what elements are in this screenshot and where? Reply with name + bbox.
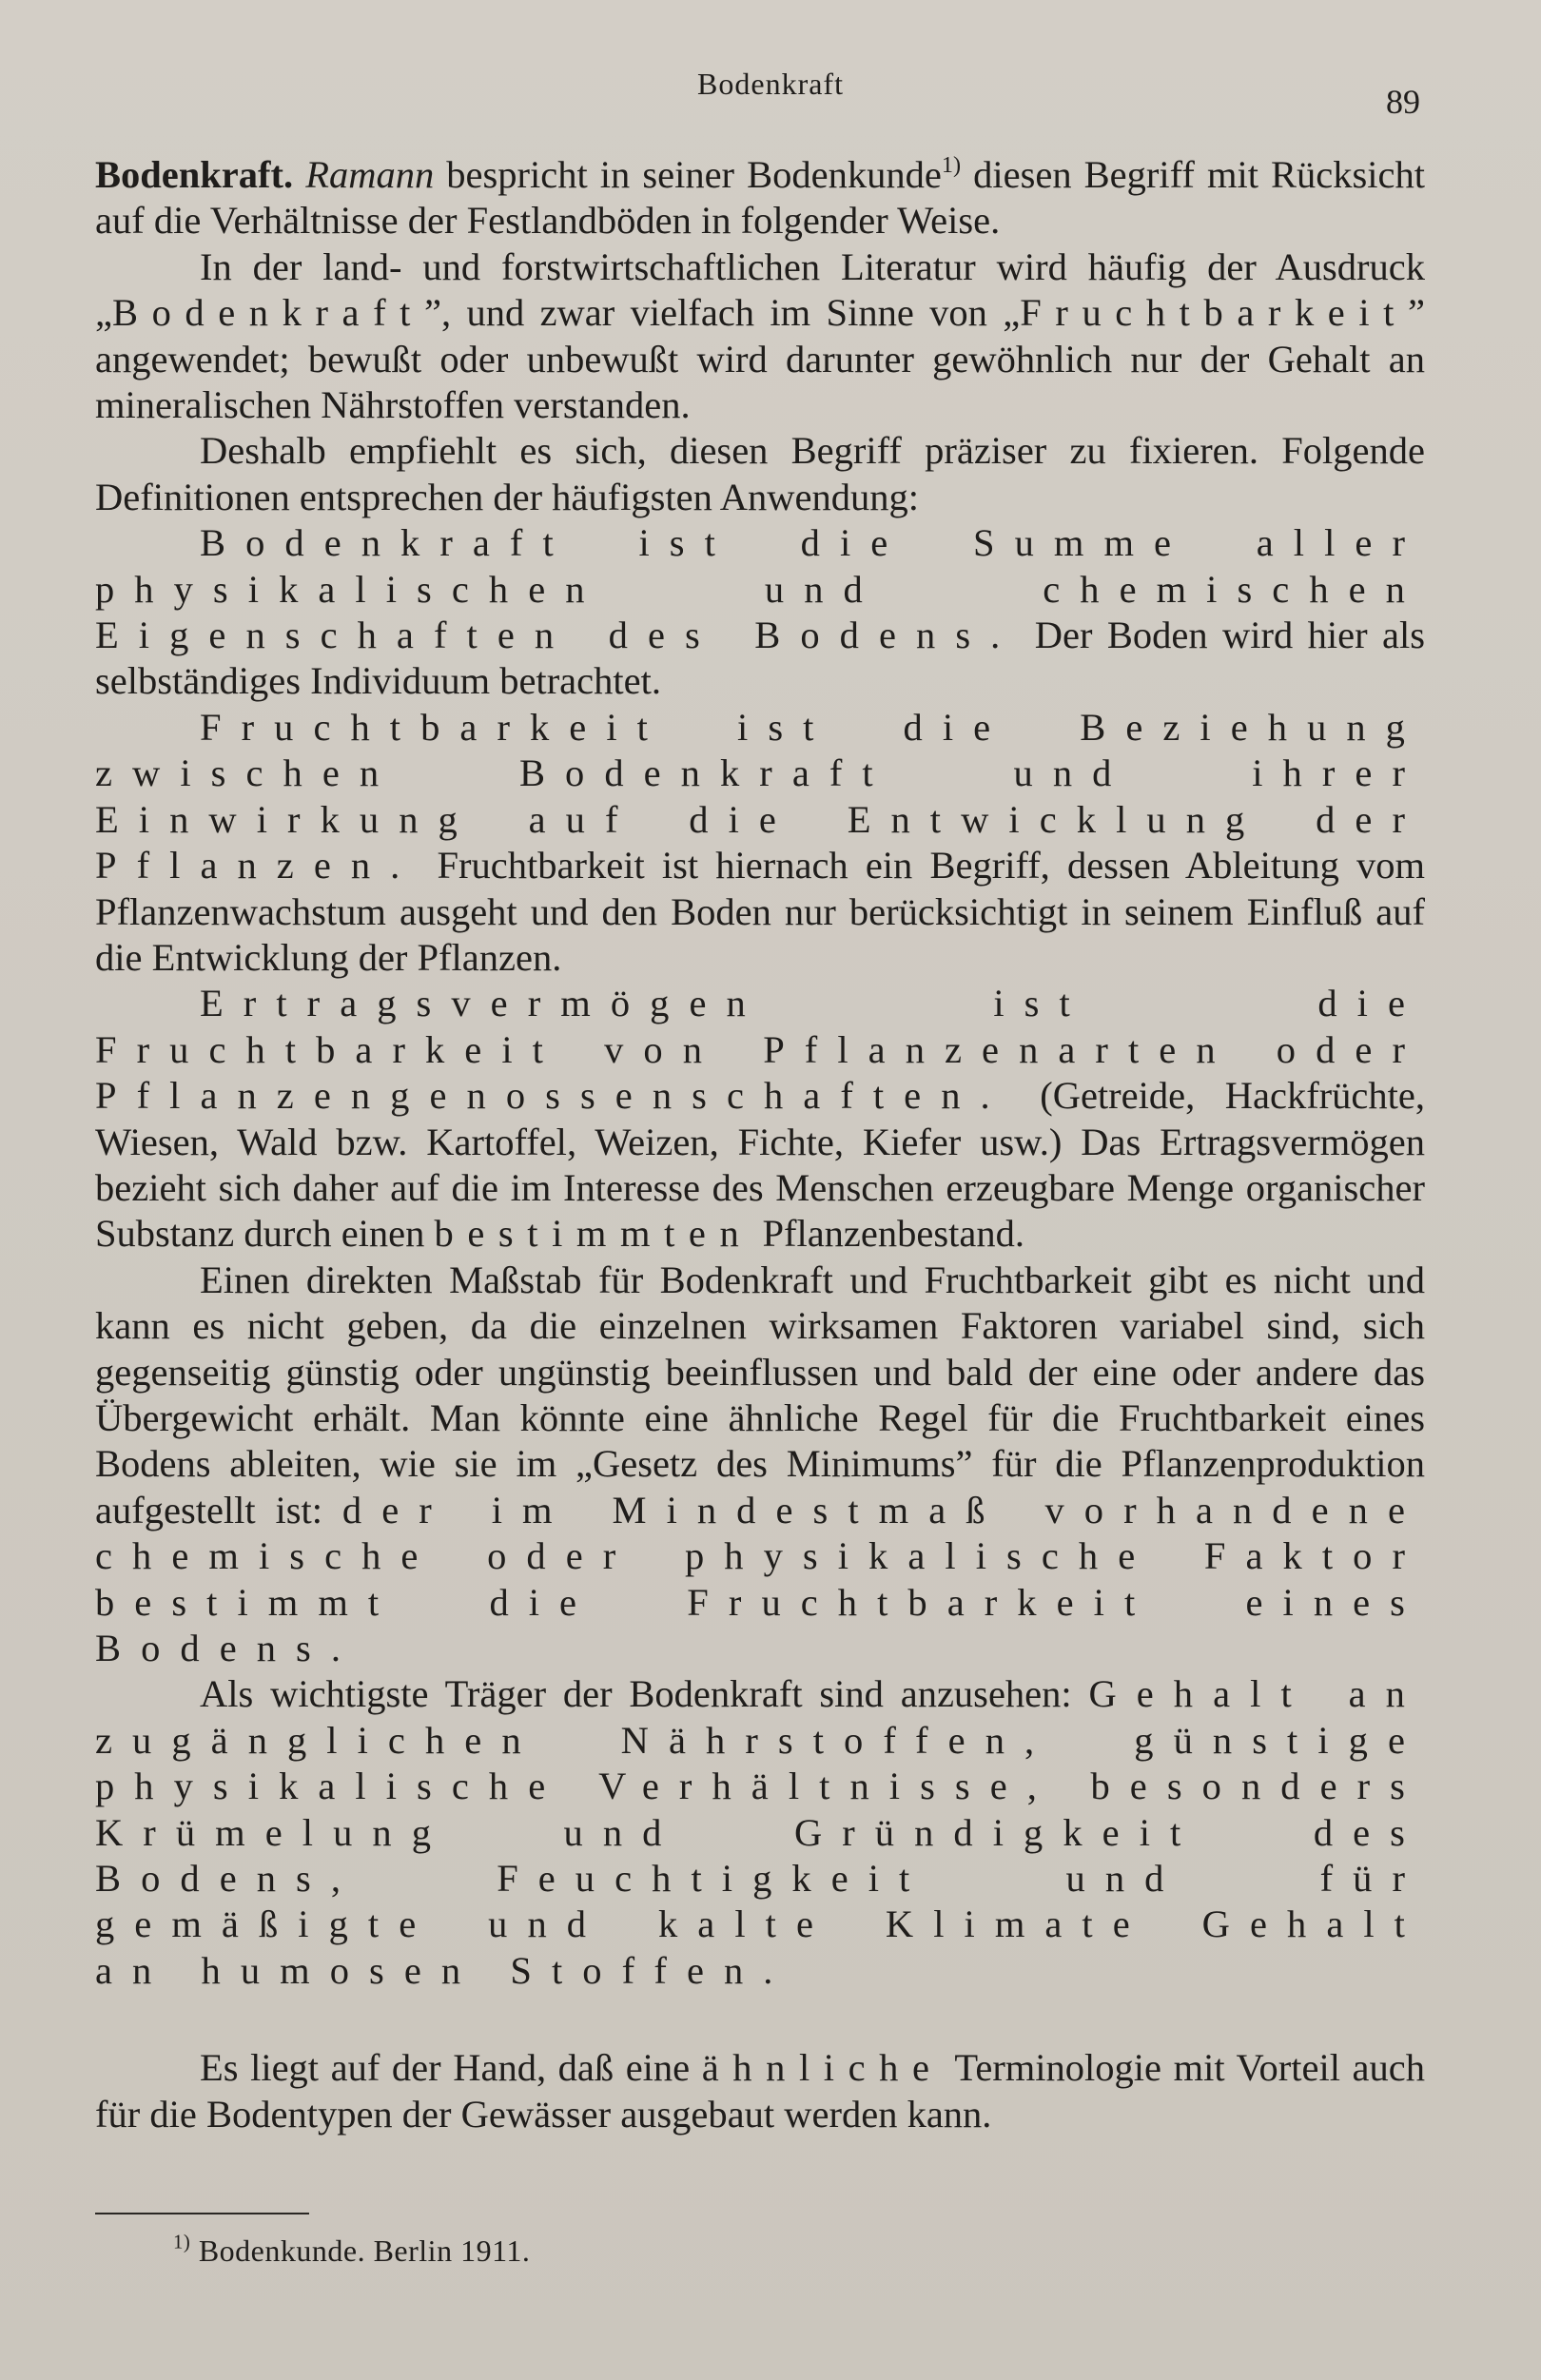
spaced-definition: Bodenkraft ist die Summe aller physikalischen und chemischen Eigenschaften des Bodens. (95, 521, 1425, 657)
spaced-term: Fruchtbarkeit (1020, 291, 1409, 335)
entry-term: Bodenkraft. (95, 153, 294, 196)
paragraph-definition-fruchtbarkeit (95, 705, 1425, 981)
spaced-definition: der im Mindestmaß vorhandene chemische oder physikalische Faktor bestimmt die Fruchtbarkeit eines Bodens. (95, 1488, 1425, 1669)
spaced-term: ähnliche (701, 2046, 944, 2090)
paragraph-text: Der Boden wird hier als selbständiges Individuum betrachtet. (95, 614, 1425, 703)
paragraph-text: Terminologie mit Vorteil auch für die Bodentypen der Gewässer ausgebaut werden kann. (95, 2046, 1425, 2136)
footnote-marker: 1) (173, 2231, 191, 2253)
paragraph-text: Fruchtbarkeit ist hiernach ein Begriff, dessen Ableitung vom Pflanzenwachstum ausgeht und den Boden nur berücksichtigt in seinem Einfluß auf die Entwicklung der Pflanzen. (95, 844, 1425, 979)
paragraph-text: Es liegt auf der Hand, daß eine (200, 2046, 702, 2090)
paragraph-text: diesen Begriff mit Rücksicht auf die Verhältnisse der Festlandböden in folgender Weise. (95, 153, 1425, 243)
paragraph-text: Einen direkten Maßstab für Bodenkraft und Fruchtbarkeit gibt es nicht und kann es nicht geben, da die einzelnen wirksamen Faktoren variabel sind, sich gegenseitig günstig oder ungünstig beeinflussen und bald der eine oder andere das Übergewicht erhält. Man könnte eine ähnliche Regel für die Fruchtbarkeit eines Bodens ableiten, wie sie im „Gesetz des Minimums” für die Pflanzenproduktion aufgestellt ist: (95, 1258, 1425, 1531)
spaced-definition: Gehalt an zugänglichen Nährstoffen, günstige physikalische Verhältnisse, besonders Krümelung und Gründigkeit des Bodens, Feuchtigkeit und für gemäßigte und kalte Klimate Gehalt an humosen Stoffen. (95, 1672, 1425, 1992)
footnote-divider (95, 2213, 309, 2214)
paragraph-measure (95, 1258, 1425, 1672)
footnote-reference: 1) (941, 152, 962, 179)
paragraph-text: ”, und zwar vielfach im Sinne von „ (423, 291, 1021, 335)
author-name: Ramann (305, 153, 435, 196)
spaced-term: bestimmten (434, 1212, 753, 1256)
paragraph-text: bespricht in seiner Bodenkunde (434, 153, 942, 196)
page-number: 89 (1386, 83, 1420, 121)
paragraph-text: ” angewendet; bewußt oder unbewußt wird darunter gewöhnlich nur der Gehalt an mineralischen Nährstoffen verstanden. (95, 291, 1425, 427)
paragraph-text: Als wichtigste Träger der Bodenkraft sind anzusehen: (200, 1672, 1089, 1716)
spaced-term: Bodenkraft (111, 291, 424, 335)
paragraph-text: (Getreide, Hackfrüchte, Wiesen, Wald bzw. Kartoffel, Weizen, Fichte, Kiefer usw.) Das Ertragsvermögen bezieht sich daher auf die im Interesse des Menschen erzeugbare Menge organischer Substanz durch einen (95, 1074, 1425, 1256)
paragraph-definition-bodenkraft (95, 520, 1425, 705)
paragraph-intro (95, 152, 1425, 244)
paragraph-text: In der land- und forstwirtschaftlichen Literatur wird häufig der Ausdruck „ (95, 244, 1425, 335)
paragraph-definition-ertragsvermoegen (95, 981, 1425, 1257)
paragraph-text: Pflanzenbestand. (752, 1212, 1024, 1256)
spaced-definition: Fruchtbarkeit ist die Beziehung zwischen Bodenkraft und ihrer Einwirkung auf die Entwicklung der Pflanzen. (95, 705, 1425, 888)
footnote (173, 2231, 531, 2269)
footnote-text: Bodenkunde. Berlin 1911. (190, 2234, 531, 2268)
running-title: Bodenkraft (697, 67, 844, 101)
paragraph-definitions-intro: Deshalb empfiehlt es sich, diesen Begriff präziser zu fixieren. Folgende Definitionen entsprechen der häufigsten Anwendung: (95, 429, 1425, 518)
paragraph-usage (95, 244, 1425, 429)
spaced-definition: Ertragsvermögen ist die Fruchtbarkeit von Pflanzenarten oder Pflanzengenossenschaften. (95, 982, 1425, 1118)
paragraph-conclusion (95, 2045, 1425, 2137)
body-text (95, 152, 1425, 2137)
paragraph-carriers (95, 1671, 1425, 1994)
